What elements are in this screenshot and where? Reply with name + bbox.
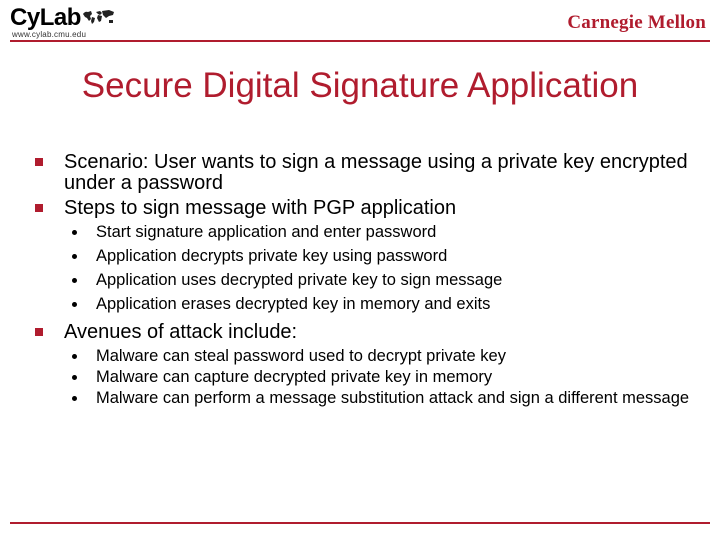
list-item (34, 223, 694, 242)
attacks-sublist (34, 347, 694, 408)
cylab-wordmark (10, 4, 81, 32)
list-item (34, 347, 694, 366)
sub-bullet-text: Malware can steal password used to decrypt private key (96, 347, 506, 365)
world-map-icon (82, 9, 116, 25)
list-item (34, 247, 694, 266)
slide-title: Secure Digital Signature Application (81, 66, 639, 105)
sub-bullet-text: Malware can perform a message substitution attack and sign a different message (96, 389, 690, 407)
bullet-text: Steps to sign message with PGP application (64, 197, 457, 219)
dot-bullet-icon (72, 230, 77, 235)
list-item (34, 389, 694, 408)
square-bullet-icon (35, 328, 43, 336)
slide-header (0, 0, 720, 46)
sub-bullet-text: Malware can capture decrypted private key in memory (96, 368, 493, 386)
cylab-wordmark-lab: Lab (39, 4, 81, 31)
bullet-steps (34, 198, 694, 219)
dot-bullet-icon (72, 396, 77, 401)
bullet-text: Scenario: User wants to sign a message using a private key encrypted under a password (64, 151, 688, 194)
slide-content (34, 152, 694, 416)
cylab-url: www.cylab.cmu.edu (12, 30, 87, 39)
dot-bullet-icon (72, 375, 77, 380)
bullet-text: Avenues of attack include: (64, 321, 298, 343)
dot-bullet-icon (72, 302, 77, 307)
footer-divider (10, 522, 710, 524)
dot-bullet-icon (72, 254, 77, 259)
cylab-wordmark-cy: Cy (10, 4, 40, 31)
square-bullet-icon (35, 204, 43, 212)
header-divider (10, 40, 710, 42)
sub-bullet-text: Application uses decrypted private key to sign message (96, 271, 503, 289)
sub-bullet-text: Application erases decrypted key in memory and exits (96, 295, 491, 313)
bullet-attack-avenues (34, 322, 694, 343)
list-item (34, 295, 694, 314)
cmu-logo: Carnegie Mellon (567, 12, 706, 33)
list-item (34, 368, 694, 387)
list-item (34, 271, 694, 290)
cylab-logo (10, 4, 120, 40)
square-bullet-icon (35, 158, 43, 166)
bullet-scenario (34, 152, 694, 194)
dot-bullet-icon (72, 278, 77, 283)
sub-bullet-text: Start signature application and enter password (96, 223, 437, 241)
dot-bullet-icon (72, 354, 77, 359)
steps-sublist (34, 223, 694, 314)
sub-bullet-text: Application decrypts private key using password (96, 247, 448, 265)
